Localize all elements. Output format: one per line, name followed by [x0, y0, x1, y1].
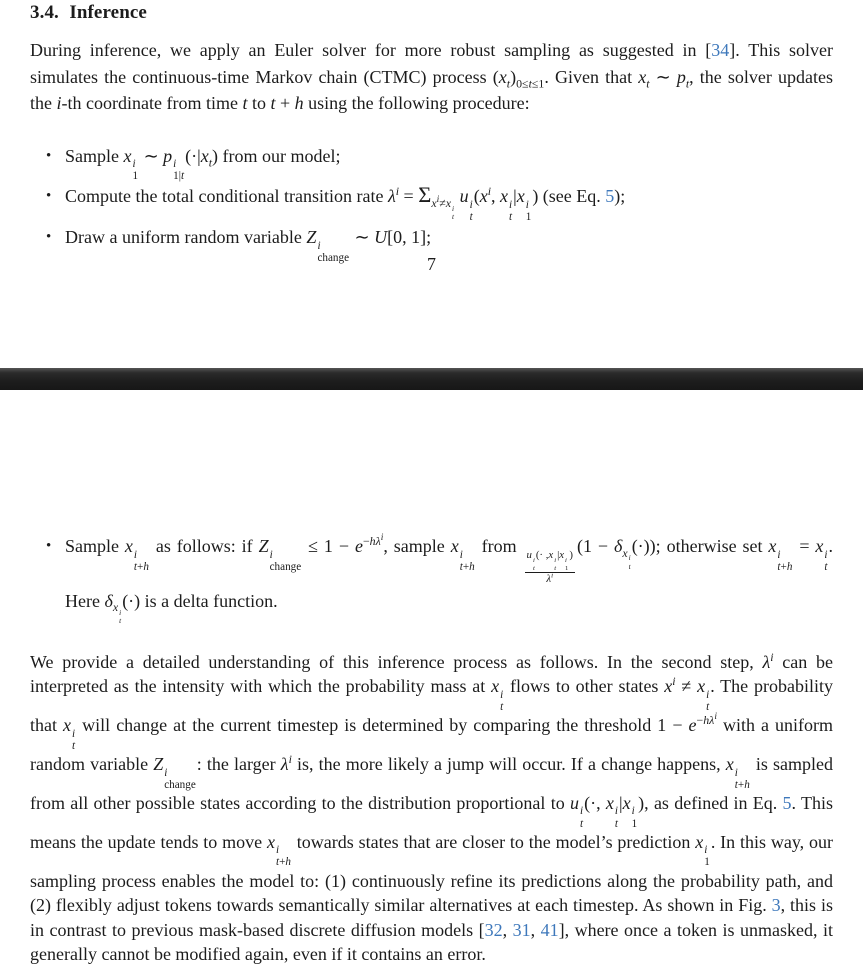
intro-paragraph: During inference, we apply an Euler solver for more robust sampling as suggested in [34]. This solver simulates the continuous-time Markov chain (CTMC) process $(x_t)_{0\le t\le 1}$. Given that $x_t$ ∼ $p_t$, the solver updates the i-th coordinate from time t to t + h using the following procedure: [30, 40, 833, 113]
supsub: i t [824, 548, 828, 573]
supsub: i t [628, 553, 631, 571]
fraction: u i t (· ,x i t |x i 1 ) $\lambda^i$ [526, 549, 573, 586]
supsub: i change [269, 548, 302, 573]
list-item-text: Sample x i t+h as follows: if Z i change ≤ $1 - e^{-h\lambda^i}$, sample x i t+h from u i t (· ,x i t |x i 1 ) $\lambda^i$ ($1 - \delta_{x i t}$ (·)); otherwise set x i t+h = x i t . Here $\delta_{x i t}$ (·) is a delta function. [65, 533, 834, 626]
discussion-paragraph: We provide a detailed understanding of this inference process as follows. In the second step, $\lambda^i$ can be interpreted as the intensity with which the probability mass at x i t flows to other states $x^i \ne x$ i t . The probability that x i t will change at the current timestep is determined by comparing the threshold $1 - e^{-h\lambda^i}$ with a uniform random variable Z i change : the larger $\lambda^i$ is, the more likely a jump will occur. If a change happens, x i t+h is sampled from all other possible states according to the distribution proportional to u i t (·, x i t |x i 1 ), as defined in Eq. 5. This means the update tends to move x i t+h towards states that are closer to the model’s prediction x i 1 . In this way, our sampling process enables the model to: (1) continuously refine its predictions along the probability path, and (2) flexibly adjust tokens towards semantically similar alternatives at each timestep. As shown in Fig. 3, this is in contrast to previous mask-based discrete diffusion models [32, 31, 41], where once a token is unmasked, it generally cannot be modified again, even if it contains an error. [30, 649, 834, 965]
supsub: i 1|t [173, 158, 185, 183]
bullet-icon: • [46, 188, 52, 205]
page-7-content [30, 0, 833, 264]
list-item-text: Compute the total conditional transition rate $\lambda^i = \Sigma_{x^i\ne x i t}$ u i t ($x^i$, x i t |x i 1 ) (see Eq. 5); [65, 182, 626, 224]
supsub: i t [72, 727, 76, 752]
page-number: 7 [427, 254, 436, 274]
supsub: i t+h [459, 548, 475, 573]
supsub: i 1 [565, 556, 569, 572]
supsub: i t [452, 203, 455, 222]
supsub: i t [119, 607, 122, 626]
supsub: i t [469, 198, 473, 224]
bullet-icon: • [46, 229, 52, 246]
supsub: i change [164, 766, 196, 791]
citation-link[interactable]: 31 [512, 919, 531, 940]
citation-link[interactable]: 5 [605, 186, 615, 207]
supsub: i t [500, 688, 504, 713]
supsub: i change [317, 239, 350, 265]
supsub: i t [554, 556, 557, 572]
procedure-list-continued [30, 531, 833, 625]
supsub: i 1 [525, 198, 532, 224]
supsub: i t+h [777, 548, 793, 573]
supsub: i 1 [132, 158, 139, 183]
bullet-icon: • [46, 538, 52, 554]
page-separator [0, 368, 863, 390]
citation-link[interactable]: 32 [484, 919, 503, 940]
list-item [30, 142, 833, 183]
section-title: Inference [69, 2, 147, 23]
supsub: i t+h [133, 548, 149, 573]
supsub: i t+h [275, 844, 291, 869]
procedure-list [30, 142, 833, 265]
citation-link[interactable]: 34 [711, 40, 730, 60]
citation-link[interactable]: 41 [540, 919, 559, 940]
citation-link[interactable]: 5 [782, 792, 792, 813]
section-heading [30, 2, 833, 24]
list-item-text: Sample x i 1 ∼ p i 1|t $(\cdot|x_t)$ from our model; [65, 145, 341, 183]
supsub: i t [509, 198, 513, 224]
supsub: i t [532, 556, 535, 572]
list-item [30, 182, 833, 223]
page-8-content [30, 531, 833, 967]
section-number: 3.4. [30, 2, 59, 23]
supsub: i t [706, 688, 710, 713]
supsub: i t [579, 805, 584, 830]
supsub: i t+h [734, 766, 750, 791]
supsub: i 1 [631, 805, 638, 830]
citation-link[interactable]: 3 [771, 895, 781, 916]
list-item [30, 531, 833, 625]
supsub: i t [614, 805, 618, 830]
bullet-icon: • [46, 147, 52, 164]
list-item-text: Draw a uniform random variable Z i change ∼ U[0, 1]; [65, 227, 432, 265]
supsub: i 1 [704, 844, 710, 869]
